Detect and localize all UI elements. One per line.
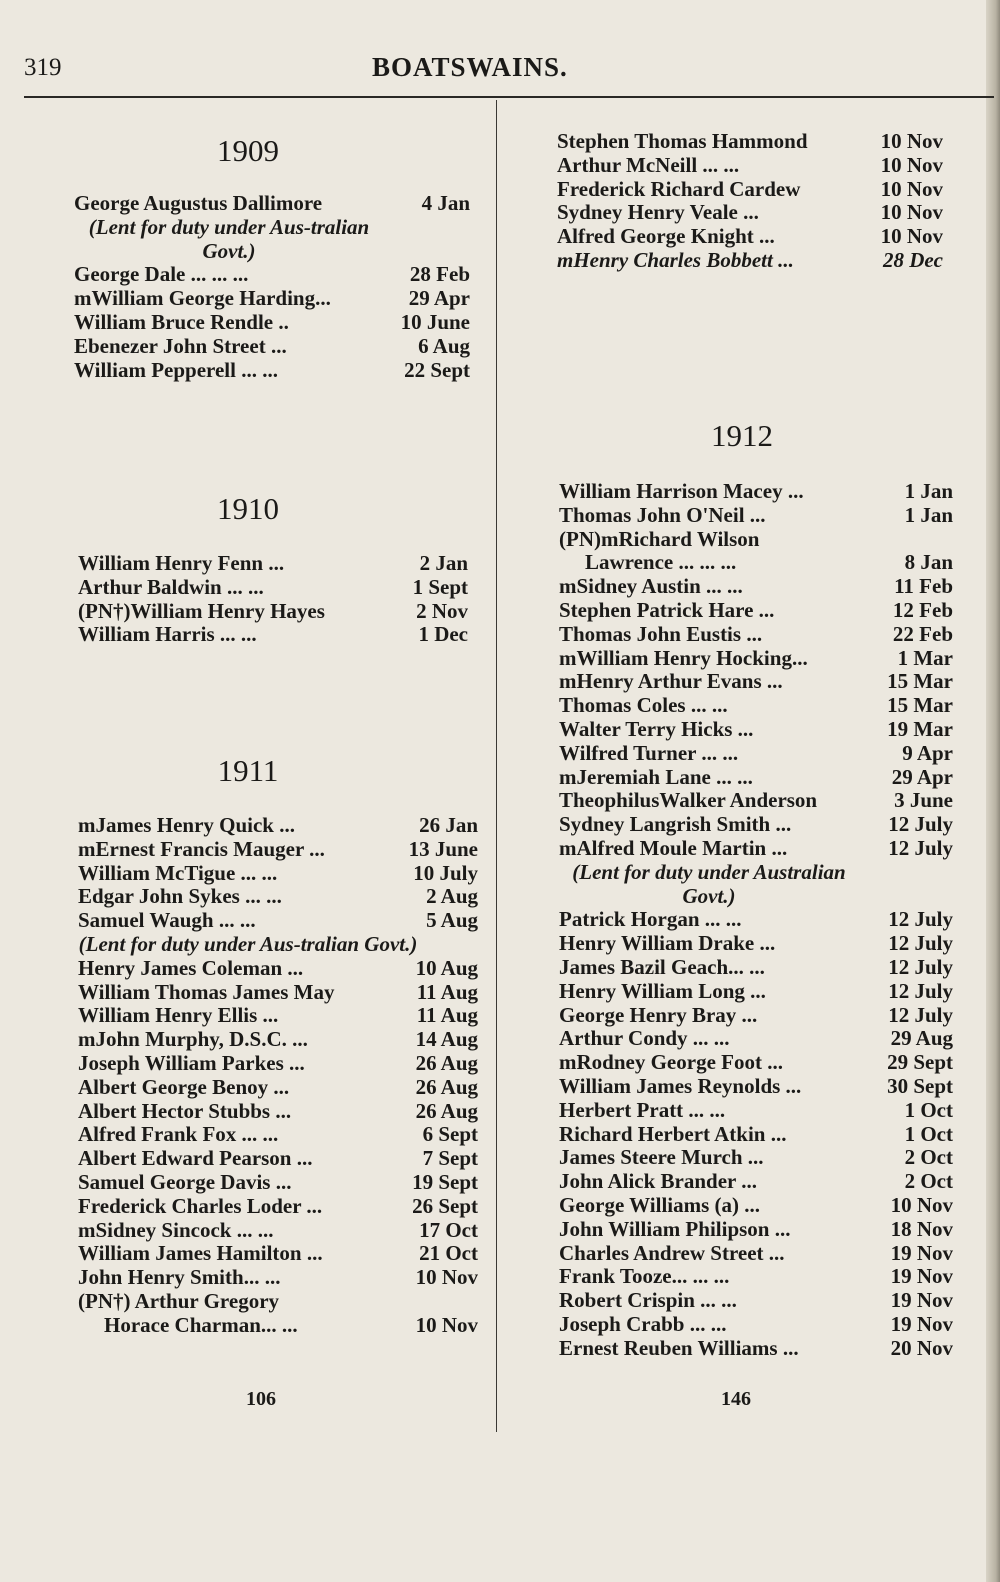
list-item: Albert Hector Stubbs ... 26 Aug	[78, 1098, 478, 1123]
year-heading-1910: 1910	[217, 491, 279, 526]
list-item: Herbert Pratt ... ... 1 Oct	[559, 1097, 953, 1122]
list-item: William Henry Ellis ... 11 Aug	[78, 1003, 478, 1028]
list-item: Sydney Henry Veale ... 10 Nov	[557, 200, 943, 225]
list-item: William Pepperell ... ... 22 Sept	[74, 357, 470, 382]
list-item: Edgar John Sykes ... ... 2 Aug	[78, 884, 478, 909]
list-item: Samuel George Davis ... 19 Sept	[78, 1169, 478, 1194]
list-item: Wilfred Turner ... ... 9 Apr	[559, 740, 953, 765]
list-item: George Augustus Dallimore 4 Jan	[74, 191, 470, 215]
list-item: John William Philipson ... 18 Nov	[559, 1216, 953, 1241]
list-item: Henry James Coleman ... 10 Aug	[78, 955, 478, 980]
list-item: William Harris ... ... 1 Dec	[78, 622, 468, 647]
list-item: Joseph Crabb ... ... 19 Nov	[559, 1311, 953, 1336]
list-item: Arthur Condy ... ... 29 Aug	[559, 1026, 953, 1051]
year-heading-1912: 1912	[711, 418, 773, 453]
list-item: George Henry Bray ... 12 July	[559, 1002, 953, 1027]
list-item: Thomas Coles ... ... 15 Mar	[559, 693, 953, 718]
list-item: George Williams (a) ... 10 Nov	[559, 1192, 953, 1217]
list-item: Alfred George Knight ... 10 Nov	[557, 224, 943, 249]
list-item: Richard Herbert Atkin ... 1 Oct	[559, 1121, 953, 1146]
list-item: mSidney Sincock ... ... 17 Oct	[78, 1217, 478, 1242]
list-item: Thomas John O'Neil ... 1 Jan	[559, 502, 953, 527]
list-item: Thomas John Eustis ... 22 Feb	[559, 621, 953, 646]
list-note: (Lent for duty under Aus-tralian Govt.)	[88, 214, 370, 263]
list-item: William Harrison Macey ... 1 Jan	[559, 479, 953, 503]
right-column	[497, 0, 987, 1582]
list-item: Arthur Baldwin ... ... 1 Sept	[78, 574, 468, 599]
list-item: Frederick Richard Cardew 10 Nov	[557, 176, 943, 201]
footer-number: 146	[721, 1388, 751, 1410]
list-item: William Thomas James May 11 Aug	[78, 979, 478, 1004]
list-item: mWilliam George Harding... 29 Apr	[74, 286, 470, 311]
list-item: mJohn Murphy, D.S.C. ... 14 Aug	[78, 1027, 478, 1052]
list-item: mWilliam Henry Hocking... 1 Mar	[559, 645, 953, 670]
list-1910	[78, 552, 468, 647]
left-column	[0, 0, 496, 1582]
list-1909	[74, 192, 470, 382]
list-item: Samuel Waugh ... ... 5 Aug	[78, 908, 478, 933]
list-item: Stephen Thomas Hammond 10 Nov	[557, 129, 943, 153]
footer-number: 106	[246, 1388, 276, 1410]
list-item: Albert Edward Pearson ... 7 Sept	[78, 1146, 478, 1171]
year-heading-1909: 1909	[217, 133, 279, 168]
list-item: Frank Tooze... ... ... 19 Nov	[559, 1264, 953, 1289]
list-item: James Steere Murch ... 2 Oct	[559, 1145, 953, 1170]
list-item: Sydney Langrish Smith ... 12 July	[559, 812, 953, 837]
list-item: Horace Charman... ... 10 Nov	[104, 1312, 478, 1337]
page-number: 319	[24, 54, 62, 81]
list-item: Stephen Patrick Hare ... 12 Feb	[559, 597, 953, 622]
list-1911-continued	[557, 130, 943, 273]
list-item: (PN)mRichard Wilson	[559, 527, 760, 551]
list-note: (Lent for duty under Aus-tralian Govt.)	[78, 931, 418, 956]
list-item: Frederick Charles Loder ... 26 Sept	[78, 1193, 478, 1218]
list-1912	[559, 480, 953, 1360]
list-item: mHenry Arthur Evans ... 15 Mar	[559, 669, 953, 694]
list-item: John Henry Smith... ... 10 Nov	[78, 1265, 478, 1290]
list-item: Robert Crispin ... ... 19 Nov	[559, 1288, 953, 1313]
list-note: (Lent for duty under Australian Govt.)	[572, 859, 846, 908]
list-item: James Bazil Geach... ... 12 July	[559, 954, 953, 979]
list-item: mJames Henry Quick ... 26 Jan	[78, 813, 478, 837]
list-item: Ernest Reuben Williams ... 20 Nov	[559, 1335, 953, 1360]
book-spine-shadow	[986, 0, 1000, 1582]
list-item: Arthur McNeill ... ... 10 Nov	[557, 152, 943, 177]
list-item: William James Hamilton ... 21 Oct	[78, 1241, 478, 1266]
list-1911	[78, 814, 478, 1338]
list-item: mJeremiah Lane ... ... 29 Apr	[559, 764, 953, 789]
list-item: mSidney Austin ... ... 11 Feb	[559, 574, 953, 599]
list-item: Patrick Horgan ... ... 12 July	[559, 907, 953, 932]
list-item: Joseph William Parkes ... 26 Aug	[78, 1050, 478, 1075]
list-item: William James Reynolds ... 30 Sept	[559, 1073, 953, 1098]
page-title: BOATSWAINS.	[372, 52, 568, 82]
year-heading-1911: 1911	[217, 753, 279, 788]
list-item: John Alick Brander ... 2 Oct	[559, 1169, 953, 1194]
list-item: William McTigue ... ... 10 July	[78, 860, 478, 885]
list-item: (PN†)William Henry Hayes 2 Nov	[78, 598, 468, 623]
list-item: mHenry Charles Bobbett ... 28 Dec	[557, 247, 943, 272]
list-item: (PN†) Arthur Gregory	[78, 1289, 280, 1313]
list-item: William Henry Fenn ... 2 Jan	[78, 551, 468, 575]
list-item: Henry William Long ... 12 July	[559, 978, 953, 1003]
list-item: William Bruce Rendle .. 10 June	[74, 309, 470, 334]
list-item: Henry William Drake ... 12 July	[559, 931, 953, 956]
list-item: mErnest Francis Mauger ... 13 June	[78, 836, 478, 861]
list-item: TheophilusWalker Anderson 3 June	[559, 788, 953, 813]
list-item: mAlfred Moule Martin ... 12 July	[559, 835, 953, 860]
list-item: Lawrence ... ... ... 8 Jan	[585, 550, 953, 575]
list-item: Alfred Frank Fox ... ... 6 Sept	[78, 1122, 478, 1147]
list-item: George Dale ... ... ... 28 Feb	[74, 262, 470, 287]
list-item: Charles Andrew Street ... 19 Nov	[559, 1240, 953, 1265]
list-item: Albert George Benoy ... 26 Aug	[78, 1074, 478, 1099]
list-item: Ebenezer John Street ... 6 Aug	[74, 333, 470, 358]
list-item: Walter Terry Hicks ... 19 Mar	[559, 716, 953, 741]
list-item: mRodney George Foot ... 29 Sept	[559, 1050, 953, 1075]
